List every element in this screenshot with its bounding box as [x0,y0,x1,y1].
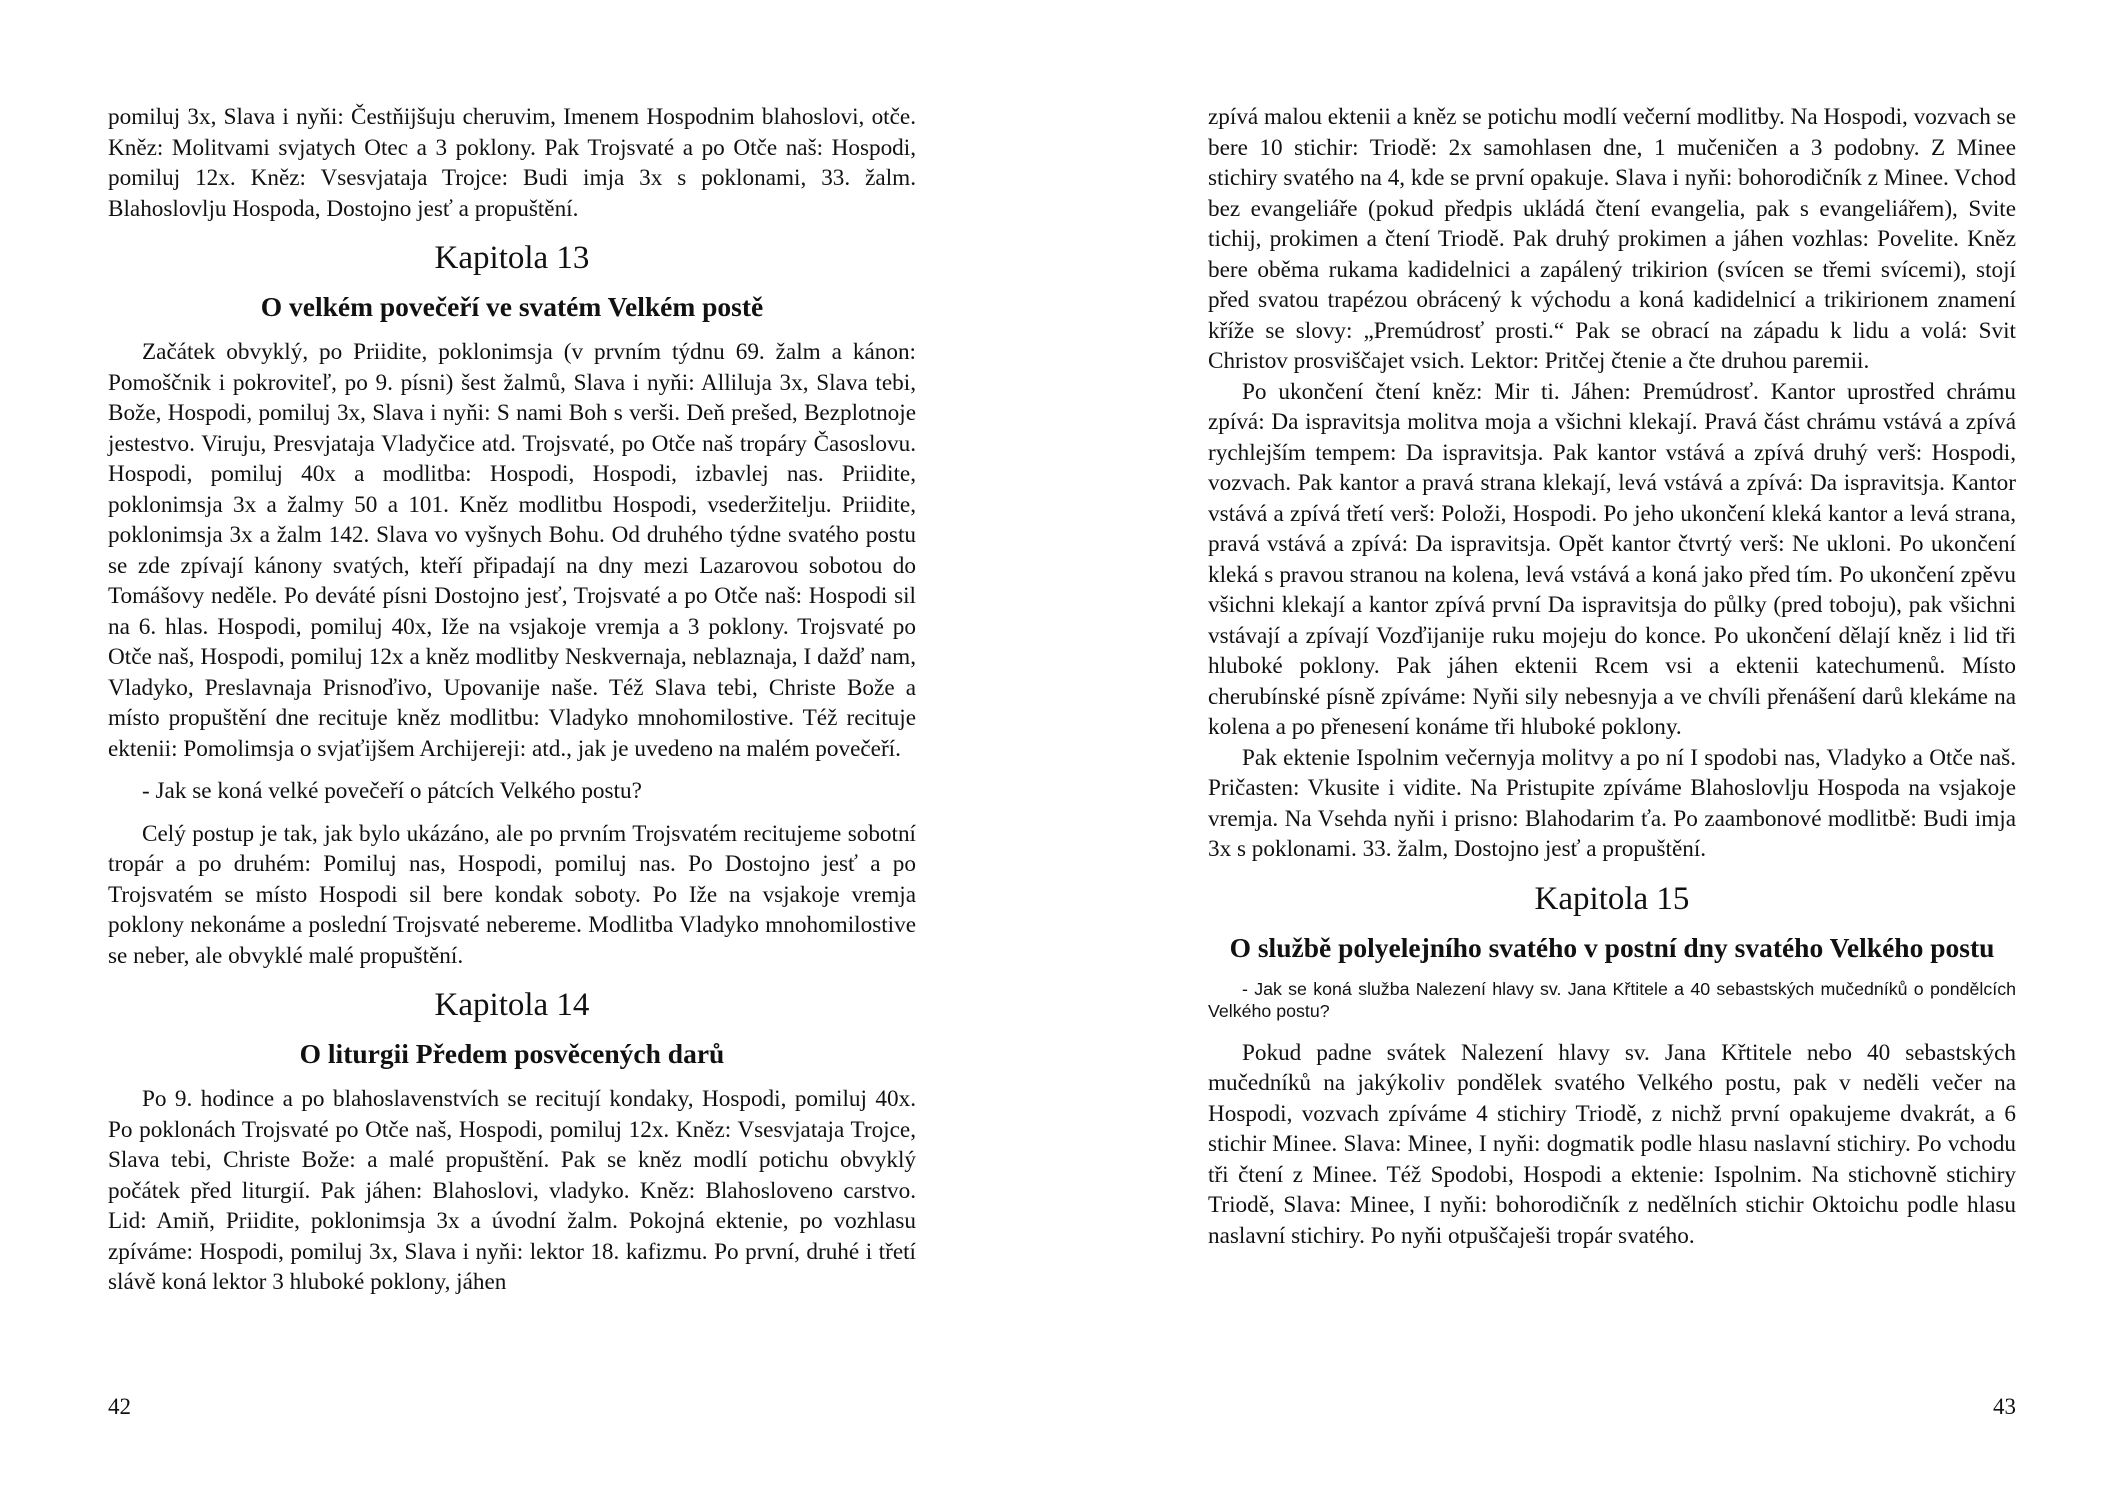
page-number-right: 43 [1993,1394,2016,1419]
chapter-15-paragraph-1: Pokud padne svátek Nalezení hlavy sv. Jana Křtitele nebo 40 sebastských mučedníků na jakýkoliv pondělek svatého Velkého postu, pak v neděli večer na Hospodi, vozvach zpíváme 4 stichiry Triodě, z nichž první opakujeme dvakrát, a 6 stichir Minee. Slava: Minee, I nyňi: dogmatik podle hlasu naslavní stichiry. Po vchodu tři čtení z Minee. Též Spodobi, Hospodi a ektenie: Ispolnim. Na stichovně stichiry Triodě, Slava: Minee, I nyňi: bohorodičník z nedělních stichir Oktoichu podle hlasu naslavní stichiry. Po nyňi otpuščaješi tropár svatého. [1208,1039,2016,1249]
chapter-13-question: - Jak se koná velké povečeří o pátcích Velkého postu? [142,778,642,804]
chapter-15-heading: Kapitola 15 [1534,880,1690,917]
chapter-14-title: O liturgii Předem posvěcených darů [299,1038,725,1069]
right-paragraph-2: Po ukončení čtení kněz: Mir ti. Jáhen: Premúdrosť. Kantor uprostřed chrámu zpívá: Da ispravitsja molitva moja a všichni klekají. Pravá část chrámu vstává a zpívá rychlejším tempem: Da ispravitsja. Pak kantor vstává a zpívá druhý verš: Hospodi, vozvach. Pak kantor a pravá strana klekají, levá vstává a zpívá: Da ispravitsja. Kantor vstává a zpívá třetí verš: Položi, Hospodi. Po jeho ukončení kleká kantor a levá strana, pravá vstává a zpívá: Da ispravitsja. Opět kantor čtvrtý verš: Ne ukloni. Po ukončení kleká s pravou stranou na kolena, levá vstává a koná jako před tím. Po ukončení zpěvu všichni klekají a kantor zpívá první Da ispravitsja do půlky (pred toboju), pak všichni vstávají a zpívají Vozďijanije ruku mojeju do konce. Po ukončení dělají kněz i lid tři hluboké poklony. Pak jáhen ektenii Rcem vsi a ektenii katechumenů. Místo cherubínské písně zpíváme: Nyňi sily nebesnyja a ve chvíli přenášení darů klekáme na kolena a po přenesení konáme tři hluboké poklony. [1208,378,2016,740]
chapter-14-paragraph-1: Po 9. hodince a po blahoslavenstvích se recitují kondaky, Hospodi, pomiluj 40x. Po poklonách Trojsvaté po Otče naš, Hospodi, pomiluj 12x. Kněz: Vsesvjataja Trojce, Slava tebi, Christe Bože: a malé propuštění. Pak se kněz modlí potichu obvyklý počátek před liturgií. Pak jáhen: Blahoslovi, vladyko. Kněz: Blahosloveno carstvo. Lid: Amiň, Priidite, poklonimsja 3x a úvodní žalm. Pokojná ektenie, po vozhlasu zpíváme: Hospodi, pomiluj 3x, Slava i nyňi: lektor 18. kafizmu. Po první, druhé i třetí slávě koná lektor 3 hluboké poklony, jáhen [108,1086,916,1295]
right-paragraph-3: Pak ektenie Ispolnim večernyja molitvy a po ní I spodobi nas, Vladyko a Otče naš. Pričasten: Vkusite i vidite. Na Pristupite zpíváme Blahoslovlju Hospoda na vsjakoje vremja. Na Vsehda nyňi i prisno: Blahodarim ťa. Po zaambonové modlitbě: Budi imja 3x s poklonami. 33. žalm, Dostojno jesť a propuštění. [1208,744,2016,862]
chapter-13-paragraph-2: Celý postup je tak, jak bylo ukázáno, ale po prvním Trojsvatém recitujeme sobotní tropár a po druhém: Pomiluj nas, Hospodi, pomiluj nas. Po Dostojno jesť a po Trojsvatém se místo Hospodi sil bere kondak soboty. Po Iže na vsjakoje vremja poklony nekonáme a poslední Trojsvaté nebereme. Modlitba Vladyko mnohomilostive se neber, ale obvyklé malé propuštění. [108,820,916,969]
chapter-13-title: O velkém povečeří ve svatém Velkém postě [260,291,764,322]
right-page [1208,102,2016,1251]
chapter-14-heading: Kapitola 14 [434,987,590,1023]
page-number-left: 42 [108,1394,131,1419]
chapter-15-title: O službě polyelejního svatého v postní dny svatého Velkého postu [1229,931,1995,963]
chapter-13-heading: Kapitola 13 [434,240,590,276]
left-intro-paragraph: pomiluj 3x, Slava i nyňi: Čestňijšuju cheruvim, Imenem Hospodnim blahoslovi, otče. Kněz: Molitvami svjatych Otec a 3 poklony. Pak Trojsvaté a po Otče naš: Hospodi, pomiluj 12x. Kněz: Vsesvjataja Trojce: Budi imja 3x s poklonami, 33. žalm. Blahoslovlju Hospoda, Dostojno jesť a propuštění. [108,104,916,222]
chapter-15-question: - Jak se koná služba Nalezení hlavy sv. Jana Křtitele a 40 sebastských mučedníků o pondělcích Velkého postu? [1208,978,2016,1021]
right-paragraph-1: zpívá malou ektenii a kněz se potichu modlí večerní modlitby. Na Hospodi, vozvach se bere 10 stichir: Triodě: 2x samohlasen dne, 1 mučeničen a 3 podobny. Z Minee stichiry svatého na 4, kde se první opakuje. Slava i nyňi: bohorodičník z Minee. Vchod bez evangeliáře (pokud předpis ukládá čtení evangelia, pak s evangeliářem), Svite tichij, prokimen a čtení Triodě. Pak druhý prokimen a jáhen vozhlas: Povelite. Kněz bere oběma rukama kadidelnici a zapálený trikirion (svícen se třemi svícemi), stojí před svatou trapézou obrácený k východu a koná kadidelnicí a trikirionem znamení kříže se slovy: „Premúdrosť prosti.“ Pak se obrací na západu k lidu a volá: Svit Christov prosviščajet vsich. Lektor: Pritčej čtenie a čte druhou paremii. [1208,104,2016,374]
chapter-13-paragraph-1: Začátek obvyklý, po Priidite, poklonimsja (v prvním týdnu 69. žalm a kánon: Pomoščnik i pokroviteľ, po 9. písni) šest žalmů, Slava i nyňi: Alliluja 3x, Slava tebi, Bože, Hospodi, pomiluj 3x, Slava i nyňi: S nami Boh s verši. Deň prešed, Bezplotnoje jestestvo. Viruju, Presvjataja Vladyčice atd. Trojsvaté, po Otče naš tropáry Časoslovu. Hospodi, pomiluj 40x a modlitba: Hospodi, Hospodi, izbavlej nas. Priidite, poklonimsja 3x a žalmy 50 a 101. Kněz modlitbu Hospodi, vsederžitelju. Priidite, poklonimsja 3x a žalm 142. Slava vo vyšnych Bohu. Od druhého týdne svatého postu se zde zpívají kánony svatých, kteří připadají na dny mezi Lazarovou sobotou do Tomášovy neděle. Po deváté písni Dostojno jesť, Trojsvaté a po Otče naš: Hospodi sil na 6. hlas. Hospodi, pomiluj 40x, Iže na vsjakoje vremja a 3 poklony. Trojsvaté po Otče naš, Hospodi, pomiluj 12x a kněz modlitby Neskvernaja, neblaznaja, I dažď nam, Vladyko, Preslavnaja Prisnoďivo, Upovanije naše. Též Slava tebi, Christe Bože a místo propuštění dne recituje kněz modlitbu: Vladyko mnohomilostive. Též recituje ektenii: Pomolimsja o svjaťijšem Archijereji: atd., jak je uvedeno na malém povečeří. [108,339,916,762]
left-page [108,102,916,1298]
